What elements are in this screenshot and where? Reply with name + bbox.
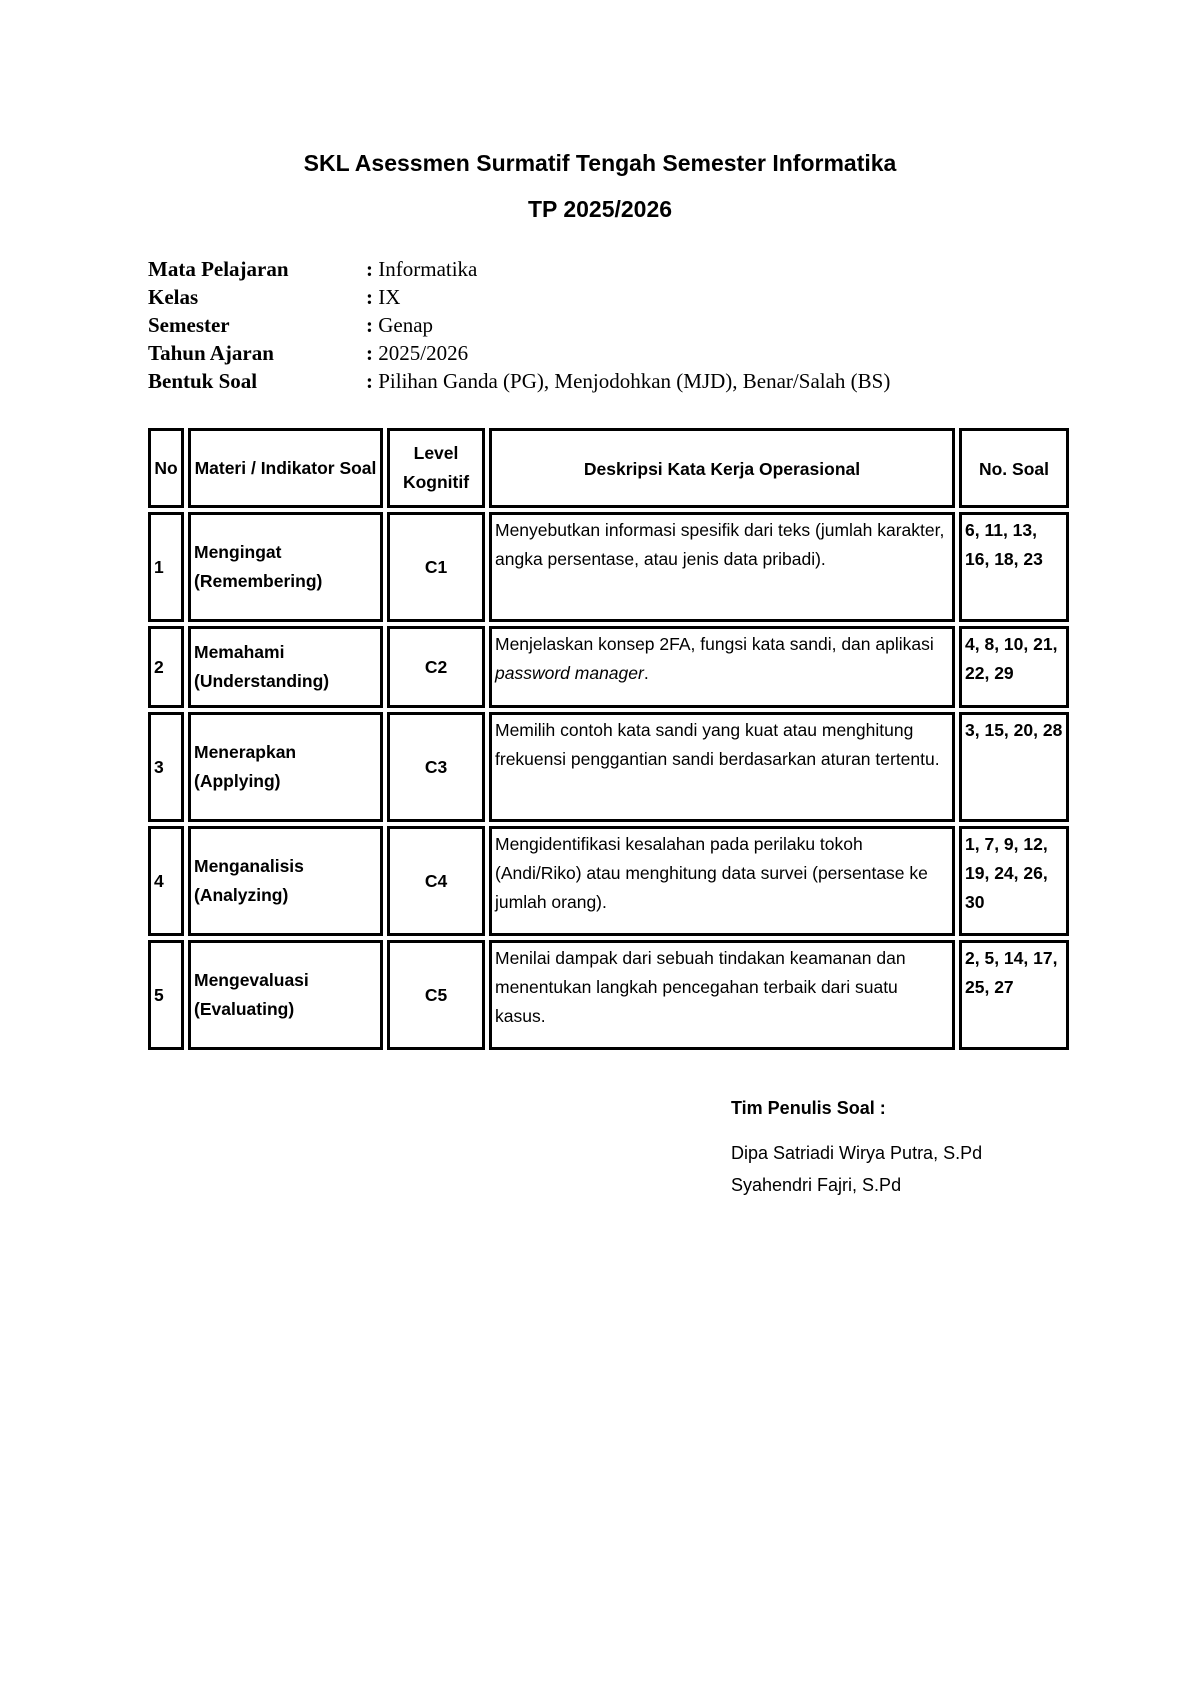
cell-description: Memilih contoh kata sandi yang kuat atau menghitung frekuensi penggantian sandi berdasarkan aturan tertentu.	[489, 712, 955, 822]
table-header-row	[148, 428, 1069, 508]
meta-row-question-form	[148, 367, 890, 395]
cell-level: C5	[387, 940, 485, 1050]
meta-label: Kelas	[148, 285, 199, 309]
cell-no: 4	[148, 826, 184, 936]
cell-materi: Mengevaluasi (Evaluating)	[188, 940, 383, 1050]
cell-description: Mengidentifikasi kesalahan pada perilaku tokoh (Andi/Riko) atau menghitung data survei (persentase ke jumlah orang).	[489, 826, 955, 936]
header-no: No	[148, 428, 184, 508]
meta-value: 2025/2026	[378, 341, 469, 365]
cell-level: C1	[387, 512, 485, 622]
cell-question-numbers: 4, 8, 10, 21, 22, 29	[959, 626, 1069, 708]
meta-row-semester	[148, 311, 890, 339]
cell-materi: Memahami (Understanding)	[188, 626, 383, 708]
cell-level: C4	[387, 826, 485, 936]
cell-description: Menilai dampak dari sebuah tindakan keamanan dan menentukan langkah pencegahan terbaik dari suatu kasus.	[489, 940, 955, 1050]
table-row	[148, 512, 1069, 622]
author-team	[731, 1098, 982, 1201]
meta-colon: :	[366, 313, 373, 337]
meta-row-academic-year	[148, 339, 890, 367]
meta-colon: :	[366, 341, 373, 365]
meta-label: Bentuk Soal	[148, 369, 258, 393]
meta-label: Mata Pelajaran	[148, 257, 289, 281]
cell-level: C2	[387, 626, 485, 708]
header-description: Deskripsi Kata Kerja Operasional	[489, 428, 955, 508]
cell-materi: Menganalisis (Analyzing)	[188, 826, 383, 936]
table-row	[148, 626, 1069, 708]
description-italic-term: password manager	[495, 663, 644, 683]
meta-colon: :	[366, 369, 373, 393]
meta-value: Pilihan Ganda (PG), Menjodohkan (MJD), Benar/Salah (BS)	[378, 369, 891, 393]
meta-value: IX	[378, 285, 401, 309]
meta-colon: :	[366, 257, 373, 281]
document-meta	[148, 255, 890, 395]
cell-question-numbers: 6, 11, 13, 16, 18, 23	[959, 512, 1069, 622]
header-question-numbers: No. Soal	[959, 428, 1069, 508]
meta-colon: :	[366, 285, 373, 309]
description-suffix: .	[643, 663, 649, 683]
meta-label: Semester	[148, 313, 230, 337]
team-label: Tim Penulis Soal :	[731, 1098, 886, 1118]
header-materi: Materi / Indikator Soal	[188, 428, 383, 508]
cell-no: 2	[148, 626, 184, 708]
meta-value: Informatika	[378, 257, 478, 281]
team-member: Dipa Satriadi Wirya Putra, S.Pd	[731, 1143, 983, 1163]
cell-question-numbers: 3, 15, 20, 28	[959, 712, 1069, 822]
header-level: Level Kognitif	[387, 428, 485, 508]
team-member: Syahendri Fajri, S.Pd	[731, 1175, 902, 1195]
cell-no: 5	[148, 940, 184, 1050]
cell-materi: Menerapkan (Applying)	[188, 712, 383, 822]
document-title: SKL Asessmen Surmatif Tengah Semester Informatika	[303, 150, 897, 176]
table-row	[148, 712, 1069, 822]
cell-description	[489, 626, 955, 708]
table-row	[148, 940, 1069, 1050]
cell-description: Menyebutkan informasi spesifik dari teks (jumlah karakter, angka persentase, atau jenis data pribadi).	[489, 512, 955, 622]
meta-row-subject	[148, 255, 890, 283]
meta-row-class	[148, 283, 890, 311]
skl-table	[144, 424, 1073, 1054]
cell-materi: Mengingat (Remembering)	[188, 512, 383, 622]
cell-question-numbers: 1, 7, 9, 12, 19, 24, 26, 30	[959, 826, 1069, 936]
cell-question-numbers: 2, 5, 14, 17, 25, 27	[959, 940, 1069, 1050]
document-subtitle: TP 2025/2026	[527, 196, 673, 222]
cell-no: 1	[148, 512, 184, 622]
cell-level: C3	[387, 712, 485, 822]
meta-label: Tahun Ajaran	[148, 341, 274, 365]
meta-value: Genap	[378, 313, 434, 337]
table-row	[148, 826, 1069, 936]
cell-no: 3	[148, 712, 184, 822]
description-text: Menjelaskan konsep 2FA, fungsi kata sandi, dan aplikasi	[495, 634, 934, 654]
